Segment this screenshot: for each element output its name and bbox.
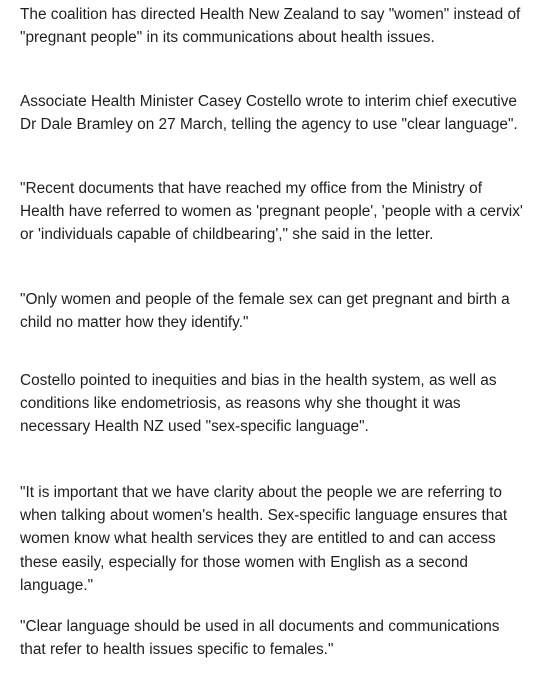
article-paragraph-5: Costello pointed to inequities and bias in the health system, as well as conditions like endometriosis, as reasons why she thought it was necessary Health NZ used "sex-specific language".: [20, 372, 497, 436]
article-paragraph-3: "Recent documents that have reached my office from the Ministry of Health have referred to women as 'pregnant people', 'people with a cervix' or 'individuals capable of childbearing'," she said in the letter.: [20, 180, 523, 244]
article-paragraph-2: Associate Health Minister Casey Costello wrote to interim chief executive Dr Dale Bramley on 27 March, telling the agency to use "clear language".: [20, 93, 518, 134]
article-paragraph-7: "Clear language should be used in all documents and communications that refer to health issues specific to females.": [20, 618, 500, 659]
article-paragraph-1: The coalition has directed Health New Zealand to say "women" instead of "pregnant people" in its communications about health issues.: [20, 6, 521, 47]
article-paragraph-4: "Only women and people of the female sex can get pregnant and birth a child no matter how they identify.": [20, 291, 510, 332]
article-paragraph-6: "It is important that we have clarity about the people we are referring to when talking about women's health. Sex-specific language ensures that women know what health services they are entitled to and can access these easily, especially for those women with English as a second language.": [20, 484, 508, 594]
